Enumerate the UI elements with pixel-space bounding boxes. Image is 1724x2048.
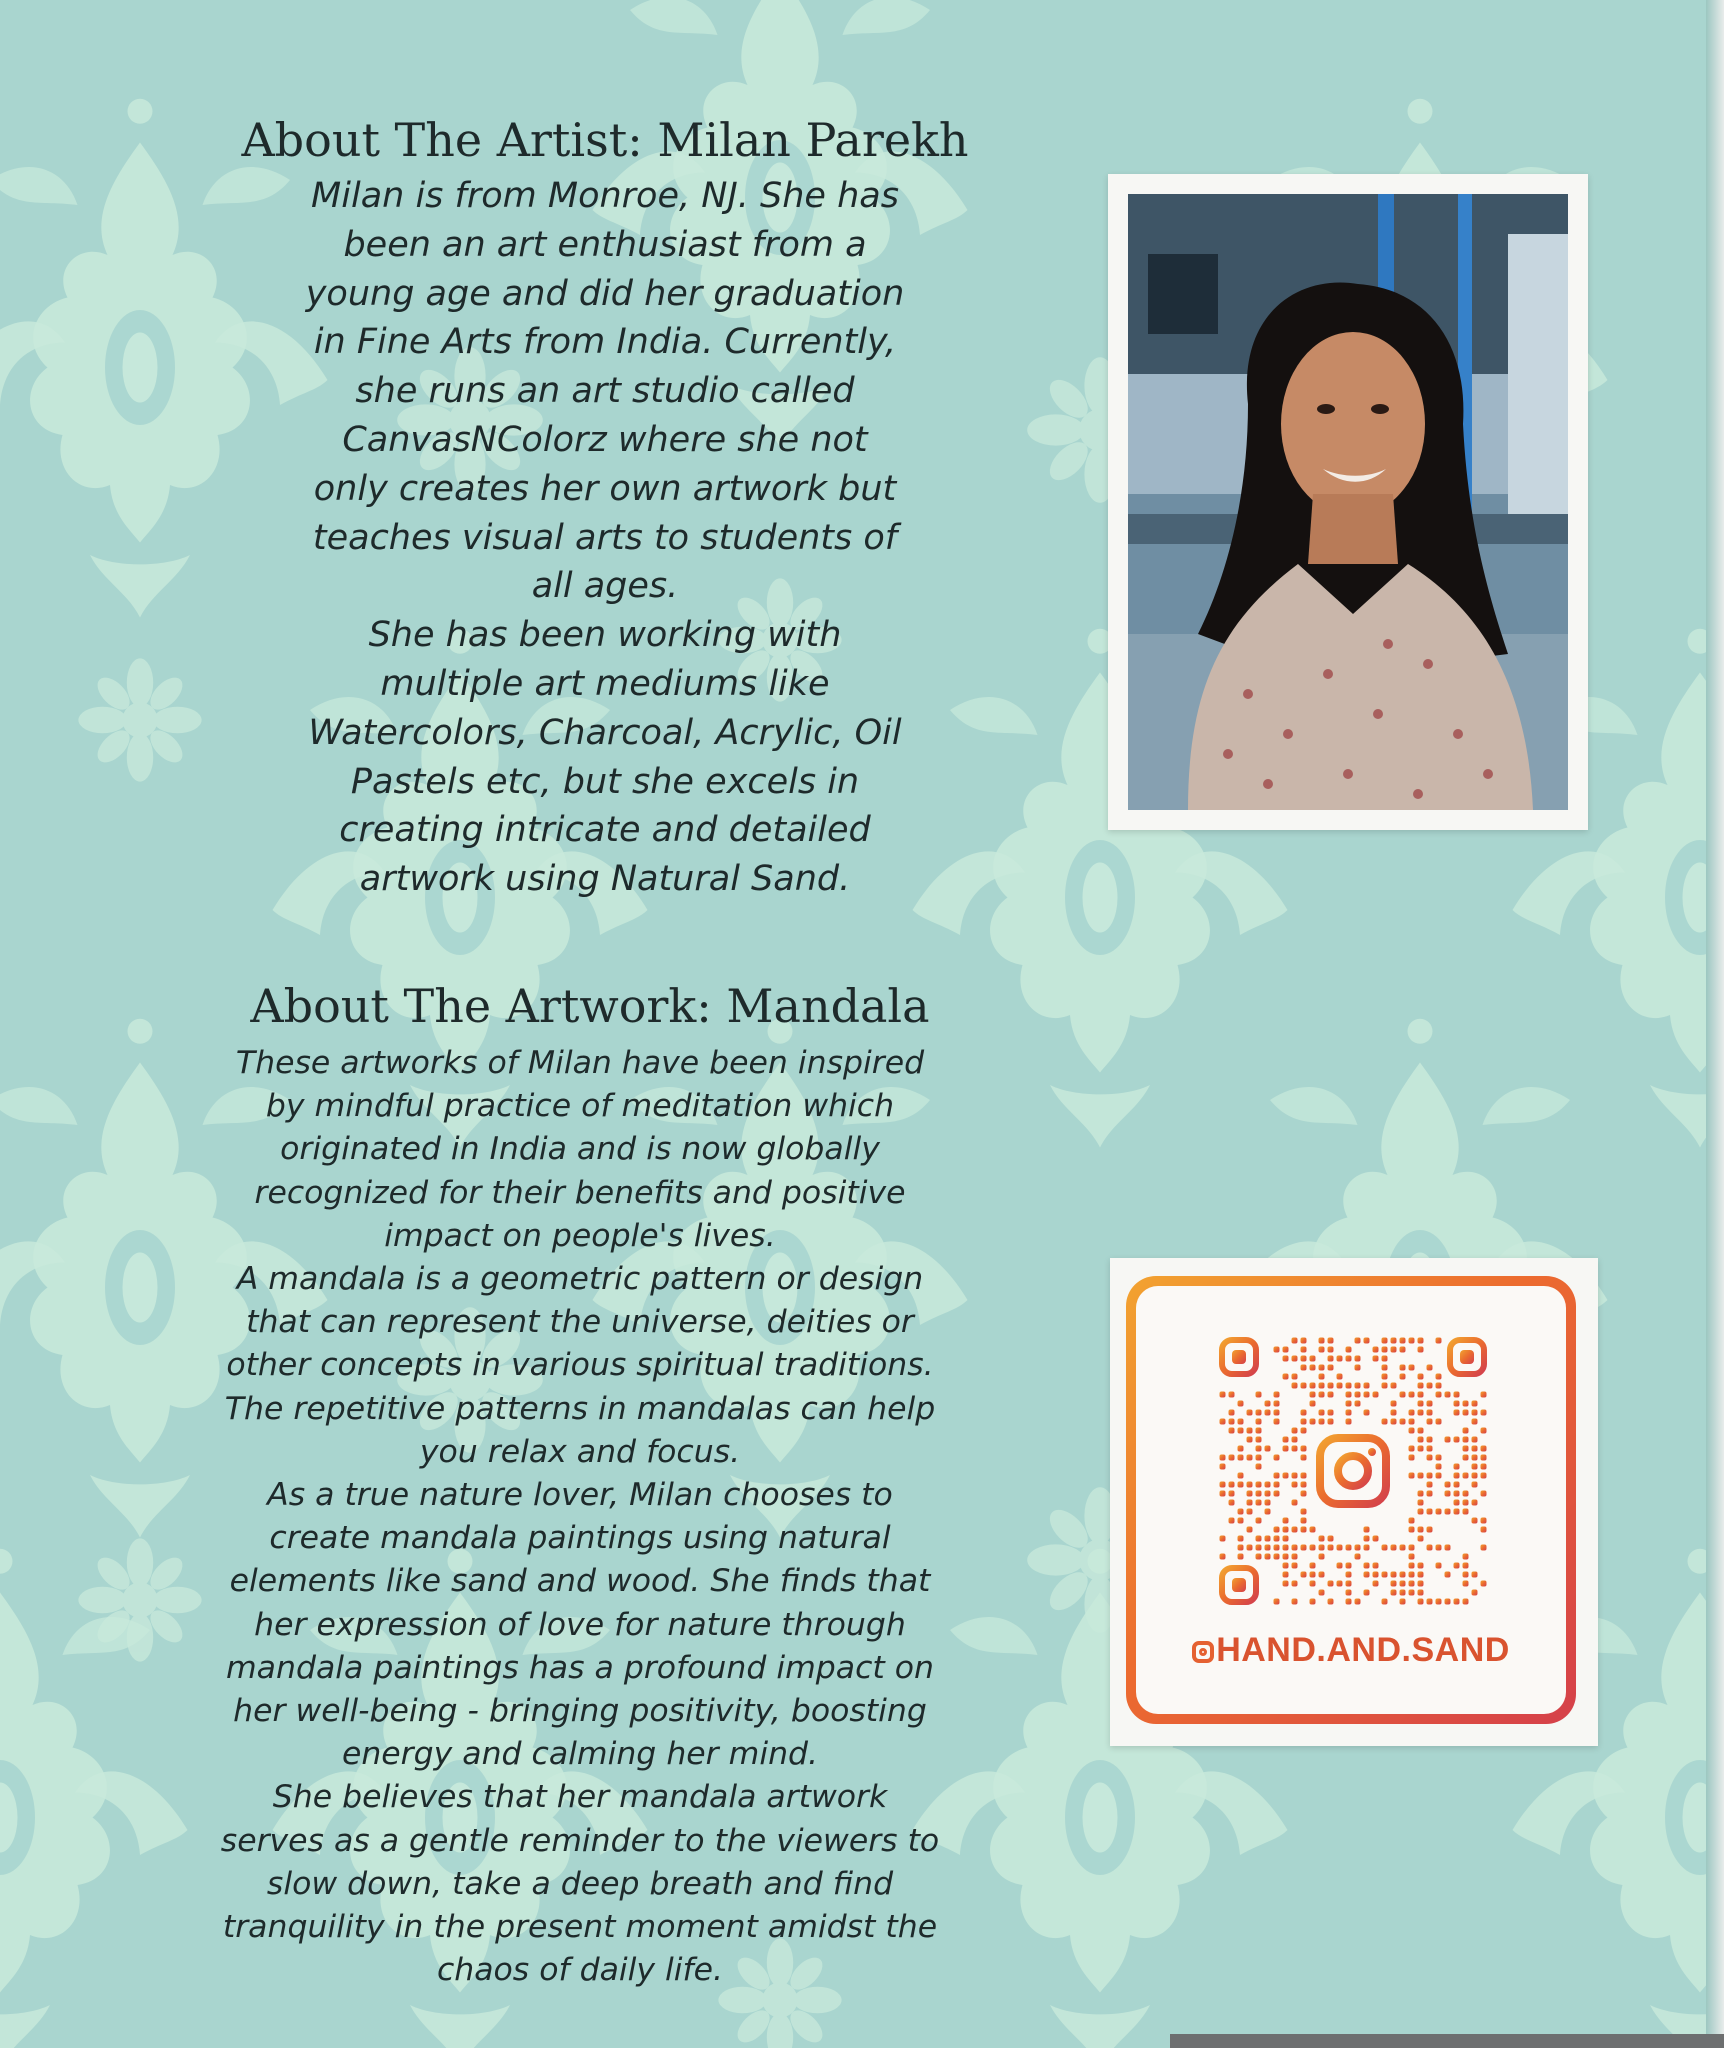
text-line: energy and calming her mind. [341, 1736, 819, 1773]
text-line: you relax and focus. [419, 1433, 741, 1470]
text-line: creating intricate and detailed [339, 810, 871, 851]
text-line: As a true nature lover, Milan chooses to [267, 1477, 893, 1514]
text-line: artwork using Natural Sand. [359, 859, 851, 900]
qr-gradient-frame [1126, 1276, 1576, 1724]
qr-inner-panel [1136, 1286, 1566, 1714]
text-line: been an art enthusiast from a [343, 224, 867, 265]
instagram-qr-card [1110, 1258, 1598, 1746]
instagram-handle[interactable] [1136, 1631, 1566, 1670]
text-line: multiple art mediums like [380, 663, 830, 704]
text-line: originated in India and is now globally [280, 1131, 880, 1168]
text-line: These artworks of Milan have been inspired [235, 1045, 925, 1081]
text-line: create mandala paintings using natural [269, 1520, 891, 1557]
bottom-shadow-strip [1170, 2034, 1724, 2048]
artwork-heading: About The Artwork: Mandala [250, 979, 930, 1033]
text-line: Pastels etc, but she excels in [350, 761, 860, 802]
text-line: in Fine Arts from India. Currently, [313, 322, 897, 363]
instagram-handle-text: HAND.AND.SAND [1216, 1631, 1510, 1669]
text-line: mandala paintings has a profound impact on [226, 1649, 934, 1686]
text-line: serves as a gentle reminder to the viewers to [220, 1822, 940, 1859]
text-line: chaos of daily life. [436, 1952, 724, 1989]
qr-code[interactable] [1218, 1336, 1488, 1606]
text-line: slow down, take a deep breath and find [266, 1865, 894, 1902]
artist-photo-frame [1108, 174, 1588, 830]
text-line: Watercolors, Charcoal, Acrylic, Oil [308, 712, 902, 753]
text-line: impact on people's lives. [384, 1217, 776, 1254]
text-line: CanvasNColorz where she not [342, 419, 868, 460]
artwork-section [190, 978, 1020, 1992]
artist-section [190, 112, 1020, 904]
text-line: other concepts in various spiritual traditions. [226, 1347, 934, 1384]
text-line: that can represent the universe, deities or [246, 1304, 914, 1341]
text-line: young age and did her graduation [305, 273, 905, 314]
text-line: only creates her own artwork but [313, 468, 897, 509]
text-line: Milan is from Monroe, NJ. She has [311, 176, 899, 216]
artwork-description [140, 1042, 1020, 1992]
text-line: she runs an art studio called [355, 371, 855, 412]
text-line: A mandala is a geometric pattern or design [236, 1261, 924, 1298]
text-line: her expression of love for nature through [254, 1606, 906, 1643]
artist-photo [1128, 194, 1568, 810]
text-line: She believes that her mandala artwork [272, 1779, 888, 1816]
text-line: tranquility in the present moment amidst the [222, 1909, 938, 1946]
artist-bio [190, 172, 1020, 904]
text-line: by mindful practice of meditation which [265, 1088, 895, 1125]
text-line: teaches visual arts to students of [312, 517, 898, 558]
paper-edge [1706, 0, 1724, 2048]
text-line: She has been working with [368, 615, 842, 656]
text-line: The repetitive patterns in mandalas can help [224, 1390, 936, 1427]
instagram-icon [1192, 1641, 1214, 1663]
text-line: all ages. [531, 566, 679, 607]
artist-heading: About The Artist: Milan Parekh [241, 113, 969, 167]
text-line: her well-being - bringing positivity, boosting [233, 1693, 927, 1730]
text-line: elements like sand and wood. She finds that [229, 1563, 931, 1600]
text-line: recognized for their benefits and positive [254, 1174, 906, 1211]
